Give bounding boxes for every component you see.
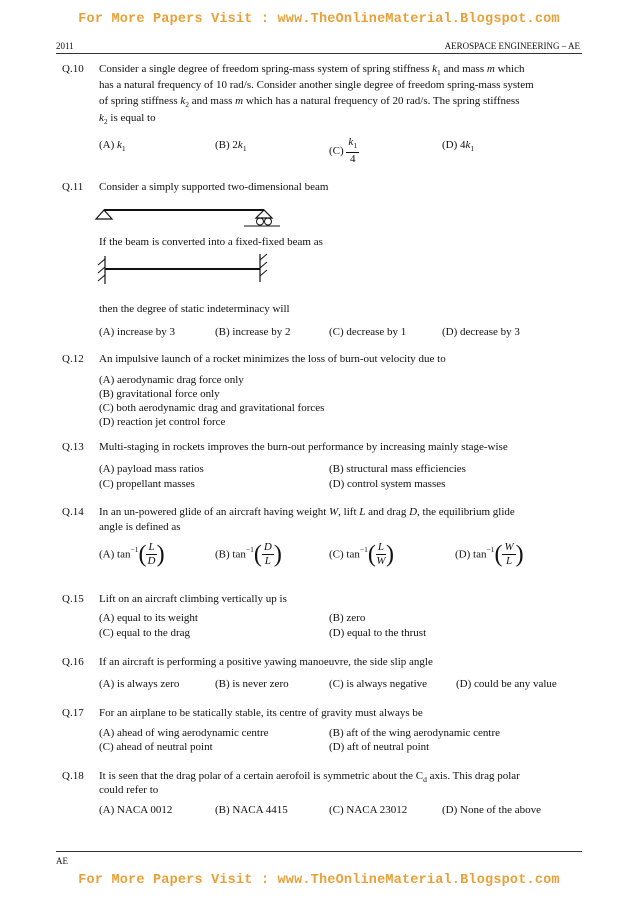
q10-line1: Consider a single degree of freedom spring-mass system of spring stiffness $k_1$ and mass m which bbox=[99, 63, 525, 77]
q10-option-d: (D) $4k_1$ bbox=[442, 139, 475, 153]
q13-text: Multi-staging in rockets improves the burn-out performance by increasing mainly stage-wise bbox=[99, 441, 508, 453]
q14-option-c: (C) $\tan^{-1}$( $\frac{L}{W}$ ) bbox=[329, 541, 394, 568]
q10-option-a: (A) $k_1$ bbox=[99, 139, 126, 153]
header-paper: AEROSPACE ENGINEERING – AE bbox=[444, 41, 580, 51]
q13-option-a: (A) payload mass ratios bbox=[99, 463, 204, 475]
q18-option-c: (C) NACA 23012 bbox=[329, 804, 408, 816]
q17-number: Q.17 bbox=[62, 707, 84, 719]
q16-option-c: (C) is always negative bbox=[329, 678, 428, 690]
q18-option-b: (B) NACA 4415 bbox=[215, 804, 288, 816]
q11-then-text: then the degree of static indeterminacy will bbox=[99, 303, 290, 315]
q13-option-b: (B) structural mass efficiencies bbox=[329, 463, 466, 475]
header-rule bbox=[56, 53, 582, 54]
q14-number: Q.14 bbox=[62, 506, 84, 518]
q10-option-b: (B) $2k_1$ bbox=[215, 139, 247, 153]
q12-number: Q.12 bbox=[62, 353, 84, 365]
q14-line1: In an un-powered glide of an aircraft having weight W, lift L and drag D, the equilibrium glide bbox=[99, 506, 515, 518]
q14-line2: angle is defined as bbox=[99, 521, 181, 533]
q18-option-a: (A) NACA 0012 bbox=[99, 804, 173, 816]
q10-option-c: (C) $\frac{k_1}{4}$ bbox=[329, 136, 358, 165]
q13-option-d: (D) control system masses bbox=[329, 478, 446, 490]
q12-option-c: (C) both aerodynamic drag and gravitational forces bbox=[99, 402, 325, 414]
header-year: 2011 bbox=[56, 41, 74, 51]
q17-option-d: (D) aft of neutral point bbox=[329, 741, 430, 753]
top-banner: For More Papers Visit : www.TheOnlineMaterial.Blogspot.com bbox=[78, 12, 560, 27]
q15-option-d: (D) equal to the thrust bbox=[329, 627, 427, 639]
q11-option-b: (B) increase by 2 bbox=[215, 326, 291, 338]
footer-rule bbox=[56, 851, 582, 852]
q16-option-a: (A) is always zero bbox=[99, 678, 180, 690]
q17-option-c: (C) ahead of neutral point bbox=[99, 741, 213, 753]
q11-mid-text: If the beam is converted into a fixed-fixed beam as bbox=[99, 236, 323, 248]
q12-option-a: (A) aerodynamic drag force only bbox=[99, 374, 244, 386]
q13-option-c: (C) propellant masses bbox=[99, 478, 195, 490]
q14-option-b: (B) $\tan^{-1}$( $\frac{D}{L}$ ) bbox=[215, 541, 282, 568]
q14-option-a: (A) $\tan^{-1}$( $\frac{L}{D}$ ) bbox=[99, 541, 165, 568]
q11-option-c: (C) decrease by 1 bbox=[329, 326, 407, 338]
q15-text: Lift on an aircraft climbing vertically up is bbox=[99, 593, 287, 605]
simply-supported-beam-diagram bbox=[94, 202, 284, 230]
q17-option-b: (B) aft of the wing aerodynamic centre bbox=[329, 727, 501, 739]
fixed-fixed-beam-diagram bbox=[92, 250, 278, 290]
q14-option-d: (D) $\tan^{-1}$( $\frac{W}{L}$ ) bbox=[455, 541, 524, 568]
q17-option-a: (A) ahead of wing aerodynamic centre bbox=[99, 727, 269, 739]
q18-number: Q.18 bbox=[62, 770, 84, 782]
q12-option-b: (B) gravitational force only bbox=[99, 388, 220, 400]
q15-option-b: (B) zero bbox=[329, 612, 366, 624]
q10-line3: of spring stiffness $k_2$ and mass m which has a natural frequency of 20 rad/s. The spring stiffness bbox=[99, 95, 520, 109]
q15-option-c: (C) equal to the drag bbox=[99, 627, 191, 639]
q17-text: For an airplane to be statically stable, its centre of gravity must always be bbox=[99, 707, 423, 719]
q10-line2: has a natural frequency of 10 rad/s. Consider another single degree of freedom spring-mass system bbox=[99, 79, 534, 91]
q15-option-a: (A) equal to its weight bbox=[99, 612, 198, 624]
q11-option-d: (D) decrease by 3 bbox=[442, 326, 520, 338]
q11-number: Q.11 bbox=[62, 181, 84, 193]
q10-line4: $k_2$ is equal to bbox=[99, 112, 156, 126]
q10-number: Q.10 bbox=[62, 63, 84, 75]
q18-line2: could refer to bbox=[99, 784, 159, 796]
q13-number: Q.13 bbox=[62, 441, 84, 453]
q18-option-d: (D) None of the above bbox=[442, 804, 541, 816]
q12-option-d: (D) reaction jet control force bbox=[99, 416, 226, 428]
q18-line1: It is seen that the drag polar of a certain aerofoil is symmetric about the $C_d$ axis. This drag polar bbox=[99, 770, 520, 784]
bottom-banner: For More Papers Visit : www.TheOnlineMaterial.Blogspot.com bbox=[78, 873, 560, 888]
q11-option-a: (A) increase by 3 bbox=[99, 326, 176, 338]
q16-text: If an aircraft is performing a positive yawing manoeuvre, the side slip angle bbox=[99, 656, 433, 668]
q16-number: Q.16 bbox=[62, 656, 84, 668]
q11-text: Consider a simply supported two-dimensional beam bbox=[99, 181, 329, 193]
q12-text: An impulsive launch of a rocket minimizes the loss of burn-out velocity due to bbox=[99, 353, 446, 365]
q16-option-b: (B) is never zero bbox=[215, 678, 289, 690]
q16-option-d: (D) could be any value bbox=[456, 678, 557, 690]
q15-number: Q.15 bbox=[62, 593, 84, 605]
footer-code: AE bbox=[56, 856, 68, 866]
